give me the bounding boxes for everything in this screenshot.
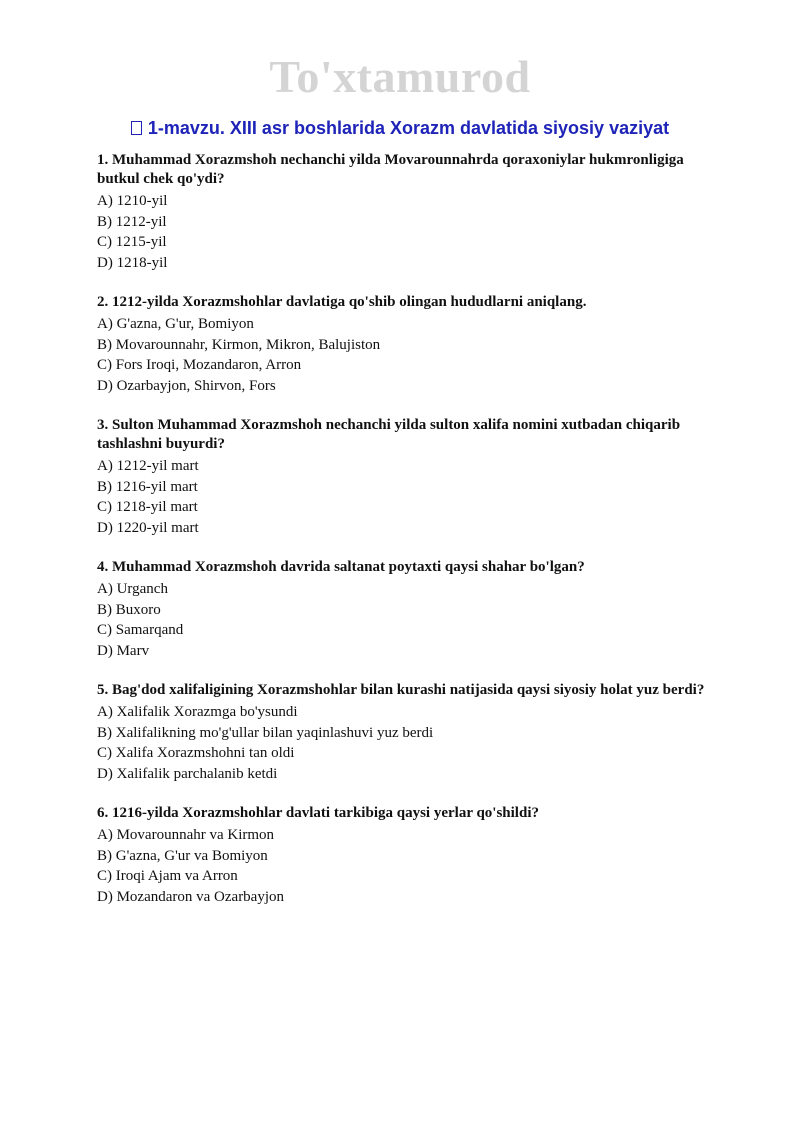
- option-d: D) 1220-yil mart: [97, 519, 199, 536]
- question-text: 1. Muhammad Xorazmshoh nechanchi yilda Movarounnahrda qoraxoniylar hukmronligiga butkul chek qo'ydi?: [97, 152, 684, 187]
- option-c: C) Samarqand: [97, 622, 184, 638]
- option-a: A) Xalifalik Xorazmga bo'ysundi: [97, 704, 298, 720]
- question-list: [97, 151, 712, 927]
- question-text: 5. Bag'dod xalifaligining Xorazmshohlar bilan kurashi natijasida qaysi siyosiy holat yuz berdi?: [97, 682, 705, 698]
- option-d: D) Xalifalik parchalanib ketdi: [97, 765, 278, 782]
- option-d: D) 1218-yil: [97, 254, 168, 271]
- watermark: To'xtamurod: [269, 51, 531, 102]
- question-2: [97, 293, 712, 396]
- question-text: 4. Muhammad Xorazmshoh davrida saltanat poytaxti qaysi shahar bo'lgan?: [97, 559, 585, 575]
- option-b: B) Buxoro: [97, 601, 161, 618]
- option-a: A) 1212-yil mart: [97, 458, 199, 474]
- question-text: 3. Sulton Muhammad Xorazmshoh nechanchi yilda sulton xalifa nomini xutbadan chiqarib tashlashni buyurdi?: [97, 417, 681, 452]
- option-c: C) 1218-yil mart: [97, 499, 198, 515]
- topic-title: [0, 116, 800, 140]
- option-c: C) Iroqi Ajam va Arron: [97, 868, 238, 884]
- option-d: D) Mozandaron va Ozarbayjon: [97, 888, 285, 905]
- option-a: A) Urganch: [97, 581, 168, 597]
- question-3: [97, 416, 712, 538]
- option-b: B) Movarounnahr, Kirmon, Mikron, Balujiston: [97, 336, 381, 353]
- option-c: C) Fors Iroqi, Mozandaron, Arron: [97, 357, 302, 373]
- option-c: C) Xalifa Xorazmshohni tan oldi: [97, 745, 295, 761]
- option-b: B) G'azna, G'ur va Bomiyon: [97, 847, 268, 864]
- option-a: A) Movarounnahr va Kirmon: [97, 827, 275, 843]
- question-text: 6. 1216-yilda Xorazmshohlar davlati tarkibiga qaysi yerlar qo'shildi?: [97, 805, 539, 821]
- option-d: D) Ozarbayjon, Shirvon, Fors: [97, 377, 276, 394]
- option-a: A) G'azna, G'ur, Bomiyon: [97, 316, 254, 332]
- question-6: [97, 804, 712, 907]
- box-icon: [131, 121, 142, 135]
- option-b: B) 1216-yil mart: [97, 478, 198, 495]
- question-1: [97, 151, 712, 273]
- option-a: A) 1210-yil: [97, 193, 168, 209]
- option-c: C) 1215-yil: [97, 234, 167, 250]
- question-5: [97, 681, 712, 784]
- topic-title-text: 1-mavzu. XIII asr boshlarida Xorazm davlatida siyosiy vaziyat: [147, 118, 670, 138]
- question-4: [97, 558, 712, 661]
- question-text: 2. 1212-yilda Xorazmshohlar davlatiga qo'shib olingan hududlarni aniqlang.: [97, 294, 587, 310]
- option-d: D) Marv: [97, 642, 150, 659]
- option-b: B) 1212-yil: [97, 213, 167, 230]
- option-b: B) Xalifalikning mo'g'ullar bilan yaqinlashuvi yuz berdi: [97, 724, 434, 741]
